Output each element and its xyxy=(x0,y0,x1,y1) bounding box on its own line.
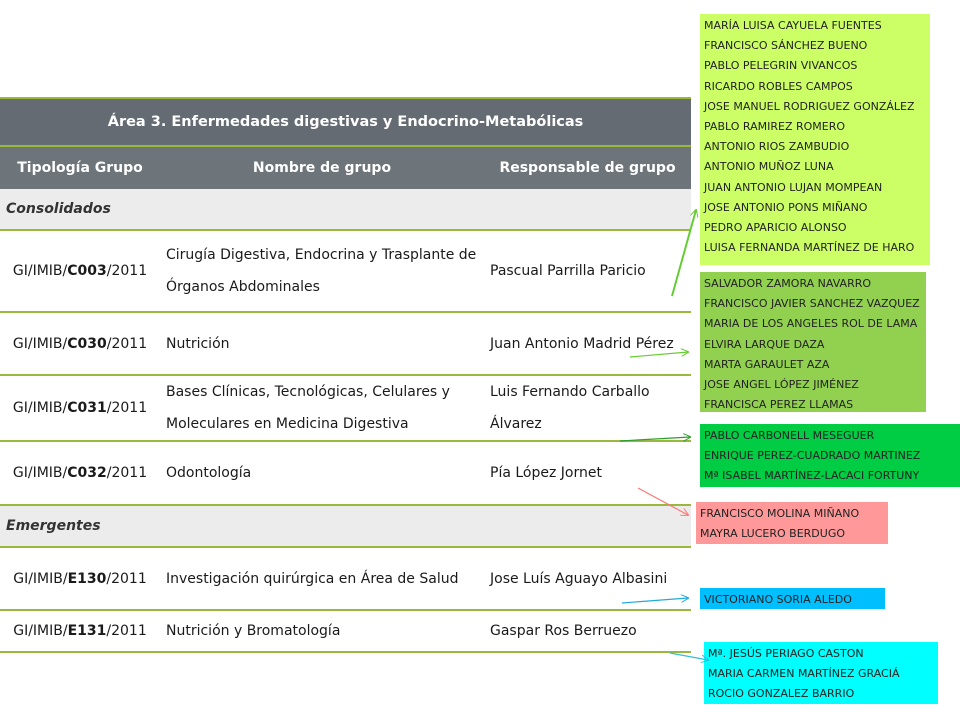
group-leader: Luis Fernando Carballo Álvarez xyxy=(484,375,691,441)
group-name: Nutrición xyxy=(160,312,484,375)
member-name: PABLO PELEGRIN VIVANCOS xyxy=(704,59,858,73)
group-name: Investigación quirúrgica en Área de Salud xyxy=(160,547,484,610)
group-code: GI/IMIB/E131/2011 xyxy=(0,610,160,652)
col-header-tipologia: Tipología Grupo xyxy=(0,146,160,189)
member-name: Mª. JESÚS PERIAGO CASTON xyxy=(708,647,864,660)
member-name: FRANCISCO JAVIER SANCHEZ VAZQUEZ xyxy=(704,297,920,311)
group-leader: Jose Luís Aguayo Albasini xyxy=(484,547,691,610)
col-header-responsable: Responsable de grupo xyxy=(484,146,691,189)
member-name: ROCIO GONZALEZ BARRIO xyxy=(708,687,855,701)
member-name: ELVIRA LARQUE DAZA xyxy=(704,337,825,351)
member-name: MARTA GARAULET AZA xyxy=(704,357,830,371)
member-name: JOSE MANUEL RODRIGUEZ GONZÁLEZ xyxy=(704,99,915,113)
group-code: GI/IMIB/C032/2011 xyxy=(0,441,160,505)
connector-arrow-4 xyxy=(638,488,688,515)
group-name: Nutrición y Bromatología xyxy=(160,610,484,652)
group-code: GI/IMIB/E130/2011 xyxy=(0,547,160,610)
member-name: PEDRO APARICIO ALONSO xyxy=(704,221,847,235)
member-name: JOSE ANGEL LÓPEZ JIMÉNEZ xyxy=(704,378,859,392)
member-name: JUAN ANTONIO LUJAN MOMPEAN xyxy=(704,180,883,194)
group-leader: Gaspar Ros Berruezo xyxy=(484,610,691,652)
member-name: SALVADOR ZAMORA NAVARRO xyxy=(704,277,872,290)
member-name: VICTORIANO SORIA ALEDO xyxy=(704,593,852,606)
group-leader: Pía López Jornet xyxy=(484,441,691,505)
connector-arrow-2 xyxy=(630,352,688,357)
group-leader: Pascual Parrilla Paricio xyxy=(484,230,691,312)
group-leader: Juan Antonio Madrid Pérez xyxy=(484,312,691,375)
member-name: FRANCISCO SÁNCHEZ BUENO xyxy=(704,39,868,53)
section-consolidados: Consolidados xyxy=(0,189,691,230)
group-name: Odontología xyxy=(160,441,484,505)
member-name: ANTONIO RIOS ZAMBUDIO xyxy=(704,140,850,154)
member-name: RICARDO ROBLES CAMPOS xyxy=(704,79,853,93)
member-name: ANTONIO MUÑOZ LUNA xyxy=(704,160,834,174)
member-name: JOSE ANTONIO PONS MIÑANO xyxy=(704,200,868,214)
connector-arrow-6 xyxy=(670,653,708,660)
member-name: MARIA CARMEN MARTÍNEZ GRACIÁ xyxy=(708,667,900,681)
member-name: FRANCISCA PEREZ LLAMAS xyxy=(704,398,854,412)
group-name: Bases Clínicas, Tecnológicas, Celulares y Moleculares en Medicina Digestiva xyxy=(160,375,484,441)
connector-arrow-3 xyxy=(620,437,690,441)
group-code: GI/IMIB/C030/2011 xyxy=(0,312,160,375)
member-name: FRANCISCO MOLINA MIÑANO xyxy=(700,507,860,520)
group-code: GI/IMIB/C003/2011 xyxy=(0,230,160,312)
table-title: Área 3. Enfermedades digestivas y Endocrino-Metabólicas xyxy=(0,98,691,146)
member-name: ENRIQUE PEREZ-CUADRADO MARTINEZ xyxy=(704,449,921,463)
connector-arrow-5 xyxy=(622,598,688,603)
member-name: PABLO RAMIREZ ROMERO xyxy=(704,120,846,134)
member-name: MARIA DE LOS ANGELES ROL DE LAMA xyxy=(704,317,918,331)
member-name: Mª ISABEL MARTÍNEZ-LACACI FORTUNY xyxy=(704,469,920,483)
member-name: MAYRA LUCERO BERDUGO xyxy=(700,527,846,541)
group-name: Cirugía Digestiva, Endocrina y Trasplante de Órganos Abdominales xyxy=(160,230,484,312)
member-name: MARÍA LUISA CAYUELA FUENTES xyxy=(704,19,882,32)
member-name: LUISA FERNANDA MARTÍNEZ DE HARO xyxy=(704,241,915,255)
section-emergentes: Emergentes xyxy=(0,505,691,547)
col-header-nombre: Nombre de grupo xyxy=(160,146,484,189)
group-code: GI/IMIB/C031/2011 xyxy=(0,375,160,441)
member-name: PABLO CARBONELL MESEGUER xyxy=(704,429,875,442)
connector-arrow-1 xyxy=(672,210,696,296)
